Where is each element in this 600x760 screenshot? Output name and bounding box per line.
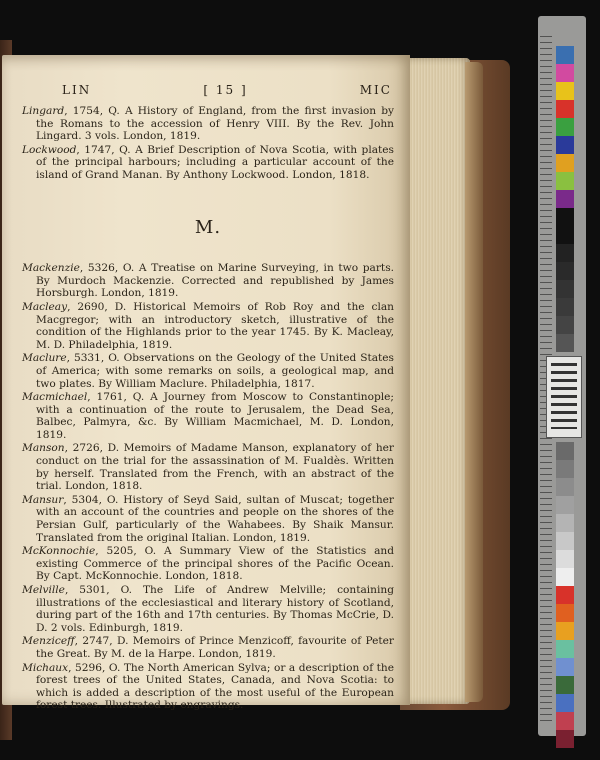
color-swatch: [556, 478, 574, 496]
color-swatch: [556, 604, 574, 622]
color-swatch: [556, 82, 574, 100]
catalog-entry: [22, 301, 394, 351]
running-head: [62, 83, 392, 97]
catalog-entry: [22, 545, 394, 583]
color-swatch: [556, 118, 574, 136]
entry-author: Michaux: [22, 661, 69, 674]
entry-author: Lingard: [22, 105, 65, 117]
catalog-entry: [22, 662, 394, 712]
entry-text: , 5296, O. The North American Sylva; or a description of the forest trees of the United States, Canada, and Nova Scotia: to which is added a description of the most useful of the European forest trees. Illustrated by engravings.: [36, 661, 394, 712]
catalog-entry: [22, 352, 394, 390]
entry-text: , 5304, O. History of Seyd Said, sultan of Muscat; together with an account of the countries and people on the shores of the Persian Gulf, particularly of the Wahabees. By Shaik Mansur. Translated from the original Italian. London, 1819.: [36, 493, 394, 544]
color-swatch: [556, 496, 574, 514]
entry-text: , 1754, Q. A History of England, from the first invasion by the Romans to the accession of Henry VIII. By the Rev. John Lingard. 3 vols. London, 1819.: [36, 105, 394, 143]
entry-author: Melville: [22, 584, 65, 596]
color-swatch: [556, 208, 574, 226]
color-swatch: [556, 316, 574, 334]
entry-author: Lockwood: [22, 143, 77, 156]
entry-author: Macleay: [22, 300, 68, 313]
color-swatch: [556, 640, 574, 658]
entry-text: , 5326, O. A Treatise on Marine Surveying, in two parts. By Murdoch Mackenzie. Corrected and republished by James Horsburgh. London, 1819.: [36, 262, 394, 300]
entry-text: , 1747, Q. A Brief Description of Nova Scotia, with plates of the principal harbours; including a particular account of the island of Grand Manan. By Anthony Lockwood. London, 1818.: [36, 143, 394, 181]
color-swatch: [556, 694, 574, 712]
entry-author: Manson: [22, 442, 65, 455]
entry-text: , 5331, O. Observations on the Geology of the United States of America; with some remarks on soils, a geological map, and two plates. By William Maclure. Philadelphia, 1817.: [36, 352, 394, 390]
color-swatch: [556, 622, 574, 640]
entry-author: Menziceff: [22, 635, 75, 648]
entries-list: [22, 262, 394, 712]
color-swatch: [556, 442, 574, 460]
color-swatch: [556, 64, 574, 82]
entry-author: Mackenzie: [22, 262, 80, 275]
color-swatch: [556, 280, 574, 298]
catalog-entry: [22, 262, 394, 300]
color-swatch: [556, 460, 574, 478]
color-swatch: [556, 712, 574, 730]
page-edges-shadow: [465, 62, 483, 702]
color-swatch: [556, 550, 574, 568]
color-swatch: [556, 190, 574, 208]
color-swatch: [556, 172, 574, 190]
running-head-left: LIN: [62, 83, 92, 97]
entry-text: , 2747, D. Memoirs of Prince Menzicoff, favourite of Peter the Great. By M. de la Harpe. London, 1819.: [36, 635, 394, 660]
entry-author: McKonnochie: [22, 545, 96, 558]
catalog-entry: [22, 584, 394, 634]
catalog-entry: [22, 494, 394, 544]
color-swatch: [556, 334, 574, 352]
book-page: [2, 55, 410, 712]
entry-text: , 5205, O. A Summary View of the Statistics and existing Commerce of the principal shores of the Pacific Ocean. By Capt. McKonnochie. London, 1818.: [36, 545, 394, 583]
color-swatch: [556, 244, 574, 262]
entry-text: , 2726, D. Memoirs of Madame Manson, explanatory of her conduct on the trial for the assassination of M. Fualdès. Written by herself. Translated from the French, with an abstract of the trial. London, 1818.: [36, 442, 394, 493]
section-letter: M.: [194, 216, 222, 238]
entry-text: , 2690, D. Historical Memoirs of Rob Roy and the clan Macgregor; with an introductory sketch, illustrative of the condition of the Highlands prior to the year 1745. By K. Macleay, M. D. Philadelphia, 1819.: [36, 300, 394, 351]
catalog-entry: [22, 442, 394, 492]
color-swatch: [556, 676, 574, 694]
color-swatch: [556, 730, 574, 748]
color-swatch: [556, 514, 574, 532]
color-calibration-strip: [538, 16, 586, 736]
color-swatch: [556, 658, 574, 676]
entry-author: Mansur: [22, 493, 64, 506]
color-swatch: [556, 100, 574, 118]
page-text: [22, 105, 394, 713]
resolution-target: [546, 356, 582, 438]
color-swatch: [556, 46, 574, 64]
color-swatch: [556, 532, 574, 550]
entry-author: Maclure: [22, 352, 67, 365]
color-swatch: [556, 586, 574, 604]
color-swatch: [556, 226, 574, 244]
running-head-right: MIC: [359, 83, 392, 97]
catalog-entry: [22, 144, 394, 182]
color-swatch: [556, 298, 574, 316]
page-edges: [400, 58, 470, 704]
page-number: [ 15 ]: [203, 83, 248, 97]
catalog-entry: [22, 105, 394, 143]
color-swatch: [556, 154, 574, 172]
entry-text: , 5301, O. The Life of Andrew Melville; containing illustrations of the ecclesiastical and literary history of Scotland, during part of the 16th and 17th centuries. By Thomas McCrie, D. D. 2 vols. Edinburgh, 1819.: [36, 584, 394, 634]
catalog-entry: [22, 391, 394, 441]
color-swatch: [556, 568, 574, 586]
color-swatch: [556, 136, 574, 154]
entry-text: , 1761, Q. A Journey from Moscow to Constantinople; with a continuation of the route to Jerusalem, the Dead Sea, Balbec, Palmyra, &c. By William Macmichael, M. D. London, 1819.: [36, 391, 394, 441]
entries-before: [22, 105, 394, 182]
color-swatch: [556, 262, 574, 280]
entry-author: Macmichael: [22, 391, 88, 404]
catalog-entry: [22, 635, 394, 660]
